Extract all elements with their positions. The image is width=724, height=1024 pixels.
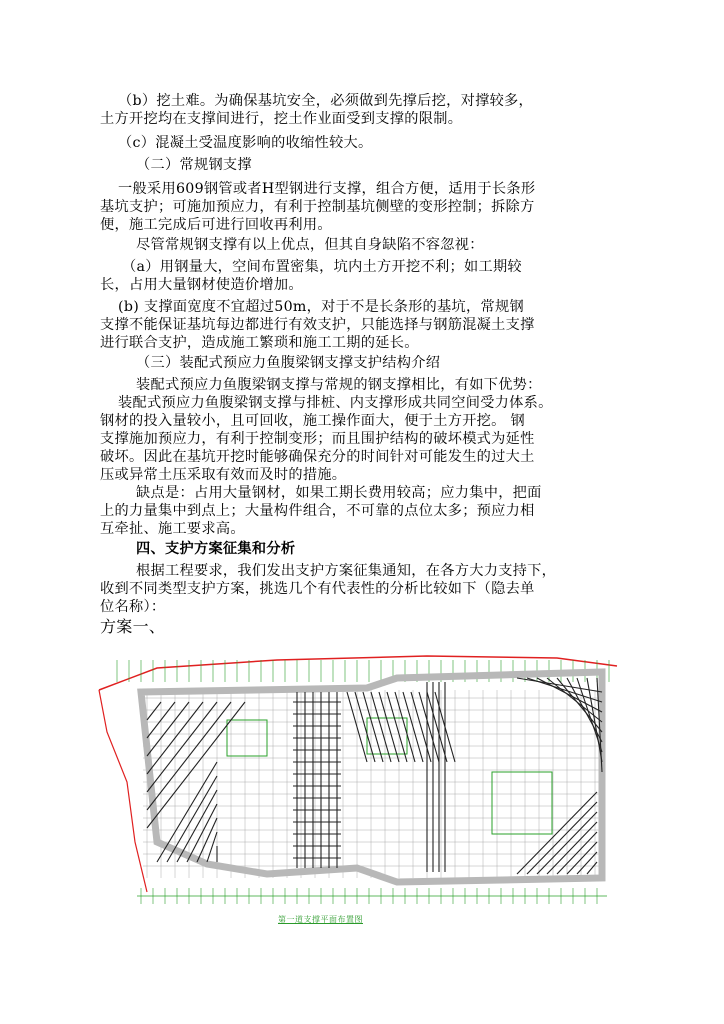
paragraph-sec3-p2-5: 压或异常土压采取有效而及时的措施。 (100, 467, 347, 483)
paragraph-sec2-b-3: 进行联合支护，造成施工繁琐和施工工期的延长。 (100, 335, 419, 351)
corner-brace (587, 862, 597, 874)
corner-brace (187, 804, 217, 862)
paragraph-sec4-p1-1: 根据工程要求，我们发出支护方案征集通知，在各方大力支持下， (136, 563, 557, 579)
corner-brace (577, 852, 597, 874)
paragraph-sec2-p1-1: 一般采用609钢管或者H型钢进行支撑，组合方便，适用于长条形 (118, 181, 536, 197)
corner-brace (547, 822, 597, 874)
paragraph-sec3-cons-3: 互牵扯、施工要求高。 (100, 521, 245, 537)
corner-brace (517, 792, 597, 874)
corner-brace (557, 832, 597, 874)
paragraph-sec2-p1-2: 基坑支护；可施加预应力，有利于控制基坑侧壁的变形控制；拆除方 (100, 199, 535, 215)
truss-diagonal (411, 692, 431, 762)
paragraph-sec3-p2-2: 钢材的投入量较小，且可回收，施工操作面大，便于土方开挖。 钢 (100, 413, 525, 429)
opening-right (492, 772, 552, 834)
paragraph-plan-one: 方案一、 (100, 617, 166, 636)
paragraph-sec3-title: （三）装配式预应力鱼腹梁钢支撑支护结构介绍 (136, 355, 441, 371)
truss-diagonal (395, 692, 415, 762)
corner-brace (147, 702, 161, 720)
paragraph-sec2-b-2: 支撑不能保证基坑每边都进行有效支护，只能选择与钢筋混凝土支撑 (100, 317, 535, 333)
paragraph-c-shrink: （c）混凝土受温度影响的收缩性较大。 (118, 135, 373, 151)
red-boundary-left (99, 690, 147, 892)
corner-brace (147, 702, 245, 828)
truss-diagonal (427, 692, 447, 762)
truss-diagonal (363, 692, 383, 762)
paragraph-sec2-p1-3: 便，施工完成后可进行回收再利用。 (100, 217, 332, 233)
paragraph-sec2-a-2: 长，占用大量钢材使造价增加。 (100, 277, 303, 293)
paragraph-sec2-b-1: (b) 支撑面宽度不宜超过50m，对于不是长条形的基坑，常规钢 (118, 299, 524, 315)
opening-left (227, 720, 267, 756)
paragraph-sec3-cons-1: 缺点是：占用大量钢材，如果工期长费用较高；应力集中，把面 (136, 485, 542, 501)
paragraph-sec2-title: （二）常规钢支撑 (136, 157, 252, 173)
truss-diagonal (371, 692, 391, 762)
support-layout-drawing (97, 642, 625, 908)
retaining-wall-outline (141, 672, 602, 882)
paragraph-sec2-p2: 尽管常规钢支撑有以上优点，但其自身缺陷不容忽视： (136, 237, 484, 253)
paragraph-b-difficulty-2: 土方开挖均在支撑间进行，挖土作业面受到支撑的限制。 (100, 111, 463, 127)
paragraph-sec4-p1-2: 收到不同类型支护方案，挑选几个有代表性的分析比较如下（隐去单 (100, 581, 535, 597)
paragraph-sec3-cons-2: 上的力量集中到点上；大量构件组合，不可靠的点位太多；预应力相 (100, 503, 535, 519)
paragraph-b-difficulty-1: （b）挖土难。为确保基坑安全，必须做到先撑后挖，对撑较多， (118, 93, 534, 109)
steel-braces (147, 678, 602, 874)
paragraph-sec3-p2-3: 支撑施加预应力，有利于控制变形；而且围护结构的破坏模式为延性 (100, 431, 535, 447)
figure-caption: 第一道支撑平面布置图 (278, 915, 363, 924)
truss-diagonal (419, 692, 439, 762)
truss-diagonal (355, 692, 375, 762)
truss-diagonal (387, 692, 407, 762)
paragraph-sec2-a-1: （a）用钢量大，空间布置密集，坑内土方开挖不利；如工期较 (122, 259, 522, 275)
paragraph-sec3-p2-1: 装配式预应力鱼腹梁钢支撑与排桩、内支撑形成共同空间受力体系。 (118, 395, 553, 411)
paragraph-sec4-title: 四、支护方案征集和分析 (136, 541, 296, 557)
paragraph-sec3-p1: 装配式预应力鱼腹梁钢支撑与常规的钢支撑相比，有如下优势： (136, 377, 542, 393)
paragraph-sec4-p1-3: 位名称）： (100, 599, 166, 615)
truss-diagonal (379, 692, 399, 762)
paragraph-sec3-p2-4: 破坏。因此在基坑开挖时能够确保充分的时间针对可能发生的过大土 (100, 449, 535, 465)
